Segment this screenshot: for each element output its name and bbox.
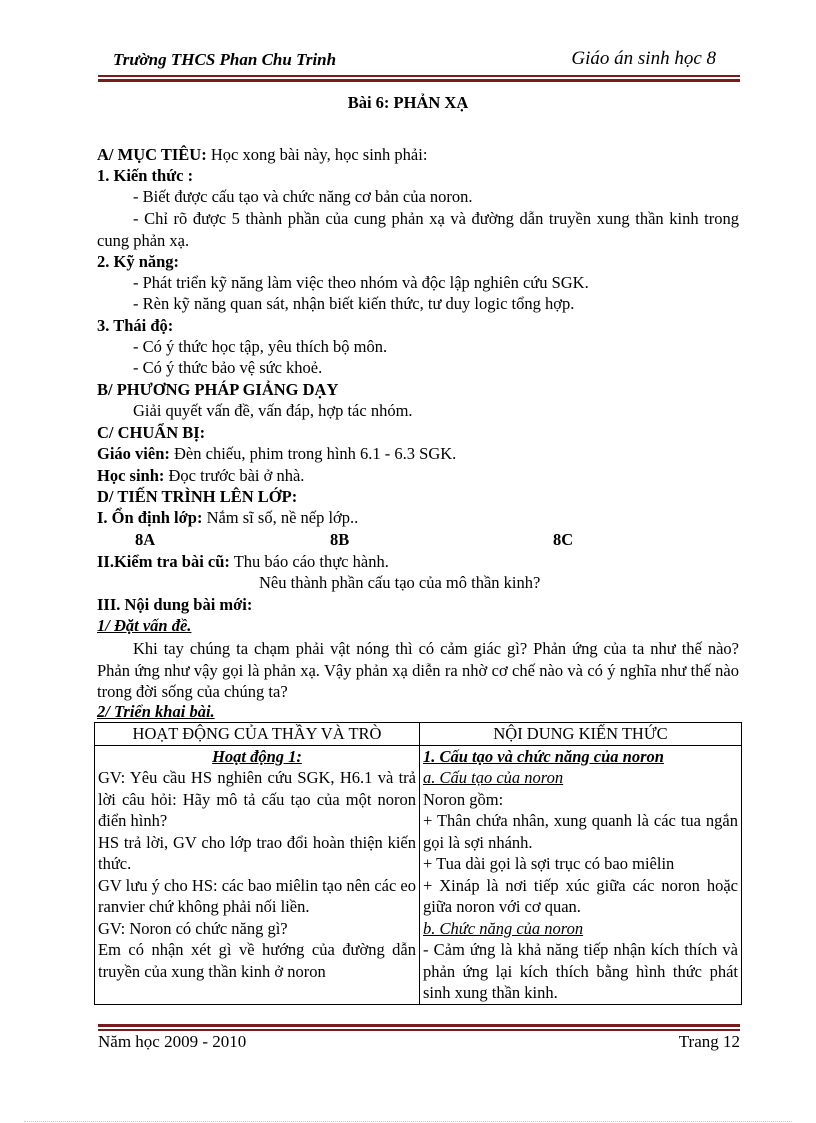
method-text: Giải quyết vấn đề, vấn đáp, hợp tác nhóm. bbox=[133, 401, 413, 420]
stabilize-text: Nắm sĩ số, nề nếp lớp.. bbox=[202, 508, 359, 527]
footer-rule bbox=[98, 1029, 740, 1031]
review-q1: Thu báo cáo thực hành. bbox=[229, 552, 389, 571]
activity-paragraph: GV: Noron có chức năng gì? bbox=[98, 918, 288, 938]
prep-teacher-label: Giáo viên: bbox=[97, 444, 170, 463]
method-heading: B/ PHƯƠNG PHÁP GIẢNG DẠY bbox=[97, 380, 339, 399]
skills-heading: 2. Kỹ năng: bbox=[97, 252, 180, 271]
prep-student bbox=[97, 466, 304, 486]
prep-teacher bbox=[97, 444, 456, 464]
table-header-content: NỘI DUNG KIẾN THỨC bbox=[420, 723, 742, 746]
activities-cell bbox=[95, 745, 420, 1004]
class-8b: 8B bbox=[330, 530, 350, 549]
activity-title: Hoạt động 1: bbox=[212, 746, 302, 766]
class-8a: 8A bbox=[135, 530, 156, 549]
content-paragraph: + Thân chứa nhân, xung quanh là các tua ngắn gọi là sợi nhánh. bbox=[423, 811, 738, 852]
lesson-title: Bài 6: PHẢN XẠ bbox=[347, 93, 469, 112]
new-lesson-heading: III. Nội dung bài mới: bbox=[97, 595, 253, 614]
review-line bbox=[97, 552, 389, 572]
content-paragraph: Noron gồm: bbox=[423, 789, 504, 809]
objectives-line bbox=[97, 145, 427, 165]
skills-item-1: - Phát triển kỹ năng làm việc theo nhóm và độc lập nghiên cứu SGK. bbox=[133, 273, 589, 292]
review-q2: Nêu thành phần cấu tạo của mô thần kinh? bbox=[259, 573, 541, 592]
prep-heading: C/ CHUẨN BỊ: bbox=[97, 423, 206, 442]
objectives-intro: Học xong bài này, học sinh phải: bbox=[206, 145, 428, 164]
activity-paragraph: Em có nhận xét gì về hướng của đường dẫn truyền của xung thần kinh ở noron bbox=[98, 940, 416, 981]
stabilize-label: I. Ổn định lớp: bbox=[97, 508, 203, 527]
footer-year: Năm học 2009 - 2010 bbox=[98, 1032, 247, 1051]
attitude-heading: 3. Thái độ: bbox=[97, 316, 174, 335]
process-heading: D/ TIẾN TRÌNH LÊN LỚP: bbox=[97, 487, 298, 506]
lesson-table bbox=[94, 722, 742, 1005]
prep-student-text: Đọc trước bài ở nhà. bbox=[164, 466, 305, 485]
table-header-row bbox=[95, 723, 742, 746]
header-rule-thick bbox=[98, 79, 740, 82]
skills-item-2: - Rèn kỹ năng quan sát, nhận biết kiến thức, tư duy logic tổng hợp. bbox=[133, 294, 575, 313]
activity-paragraph: HS trả lời, GV cho lớp trao đổi hoàn thiện kiến thức. bbox=[98, 832, 416, 873]
header-subject: Giáo án sinh học 8 bbox=[571, 48, 716, 69]
intro-heading: 1/ Đặt vấn đề. bbox=[97, 616, 192, 635]
footer-page-number: Trang 12 bbox=[678, 1032, 740, 1051]
knowledge-item-2: - Chỉ rõ được 5 thành phần của cung phản xạ và đường dẫn truyền xung thần kinh trong cung phản xạ. bbox=[97, 209, 739, 250]
header-school: Trường THCS Phan Chu Trinh bbox=[113, 50, 337, 69]
activity-paragraph: GV lưu ý cho HS: các bao miêlin tạo nên các eo ranvier chứ không phải nối liền. bbox=[98, 875, 416, 916]
review-label: II.Kiểm tra bài cũ: bbox=[97, 552, 230, 571]
class-8c: 8C bbox=[553, 530, 574, 549]
intro-paragraph: Khi tay chúng ta chạm phải vật nóng thì có cảm giác gì? Phản ứng của ta như thế nào? Phản ứng như vậy gọi là phản xạ. Vậy phản xạ diễn ra nhờ cơ chế nào và có ý nghĩa như thế nào trong đời sống của chúng ta? bbox=[97, 639, 739, 701]
table-row bbox=[95, 745, 742, 1004]
attitude-item-1: - Có ý thức học tập, yêu thích bộ môn. bbox=[133, 337, 388, 356]
develop-heading: 2/ Triển khai bài. bbox=[97, 702, 215, 721]
activity-paragraph: GV: Yêu cầu HS nghiên cứu SGK, H6.1 và trả lời câu hỏi: Hãy mô tả cấu tạo của một noron điển hình? bbox=[98, 768, 416, 830]
page-edge-divider bbox=[24, 1121, 792, 1122]
attitude-item-2: - Có ý thức bảo vệ sức khoẻ. bbox=[133, 358, 323, 377]
prep-teacher-text: Đèn chiếu, phim trong hình 6.1 - 6.3 SGK. bbox=[169, 444, 457, 463]
content-paragraph: + Tua dài gọi là sợi trục có bao miêlin bbox=[423, 854, 675, 873]
objectives-heading: A/ MỤC TIÊU: bbox=[97, 145, 207, 164]
content-paragraph: - Cảm ứng là khả năng tiếp nhận kích thích và phản ứng lại kích thích bằng hình thức phát sinh xung thần kinh. bbox=[423, 940, 738, 1002]
stabilize-line bbox=[97, 508, 358, 528]
footer-rule-thick bbox=[98, 1024, 740, 1027]
content-subheading-function: b. Chức năng của noron bbox=[423, 918, 584, 938]
table-header-activities: HOẠT ĐỘNG CỦA THẦY VÀ TRÒ bbox=[95, 723, 420, 746]
header-rule bbox=[98, 75, 740, 77]
content-paragraph: + Xináp là nơi tiếp xúc giữa các noron hoặc giữa noron với cơ quan. bbox=[423, 875, 738, 916]
content-cell bbox=[420, 745, 742, 1004]
content-subheading-structure: a. Cấu tạo của noron bbox=[423, 768, 564, 787]
prep-student-label: Học sinh: bbox=[97, 466, 165, 485]
content-title: 1. Cấu tạo và chức năng của noron bbox=[423, 746, 664, 766]
knowledge-heading: 1. Kiến thức : bbox=[97, 166, 194, 185]
knowledge-item-1: - Biết được cấu tạo và chức năng cơ bản của noron. bbox=[133, 187, 473, 206]
